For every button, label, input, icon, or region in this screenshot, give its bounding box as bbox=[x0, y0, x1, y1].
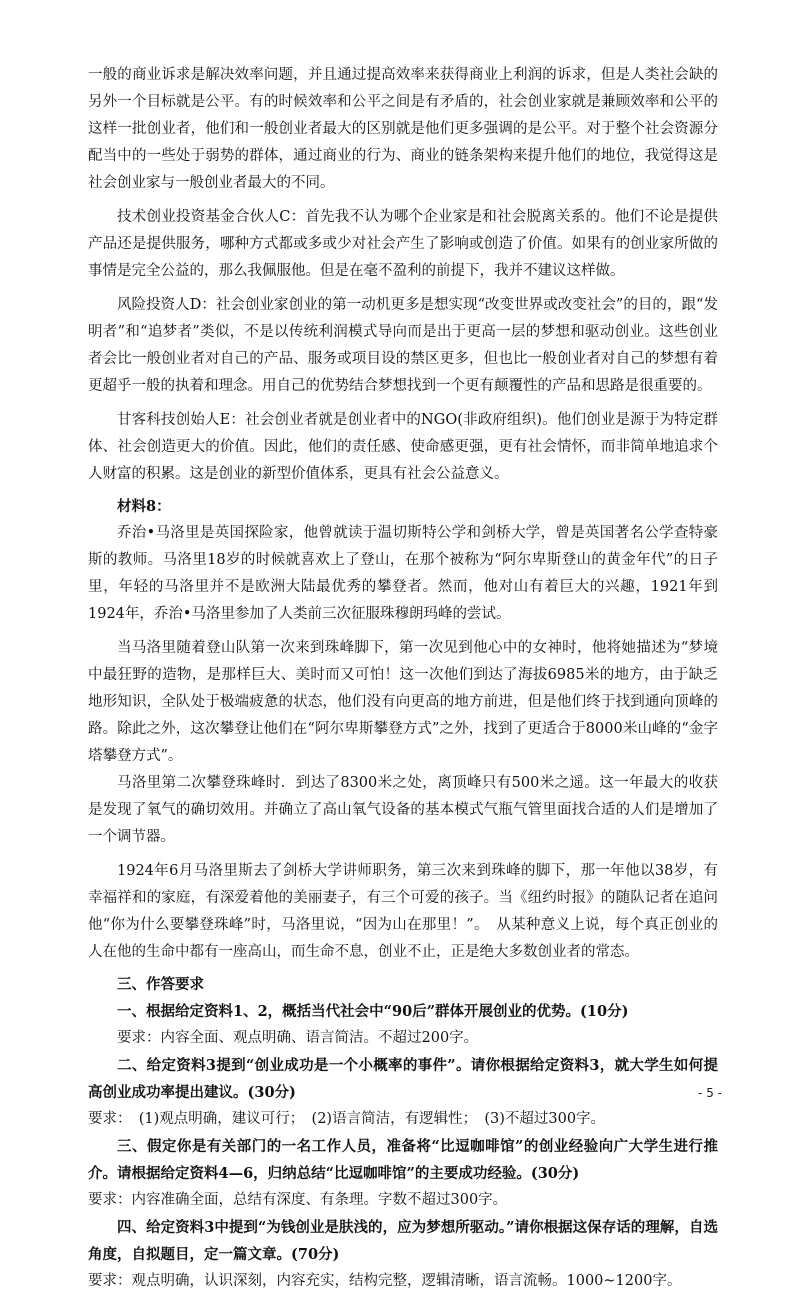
paragraph-mallory-third-climb: 1924年6月马洛里斯去了剑桥大学讲师职务，第三次来到珠峰的脚下，那一年他以38岁，有幸福祥和的家庭，有深爱着他的美丽妻子，有三个可爱的孩子。当《纽约时报》的随队记者在追问他“你为什么要攀登珠峰”时，马洛里说，“因为山在那里！”。 从某种意义上说，每个真正创业的人在他的生命中都有一座高山，而生命不息，创业不止，正是绝大多数创业者的常态。 bbox=[88, 863, 718, 960]
page-number: - 5 - bbox=[698, 1086, 722, 1100]
document-body bbox=[88, 62, 718, 1295]
paragraph-founder-e: 甘客科技创始人E：社会创业者就是创业者中的NGO(非政府组织)。他们创业是源于为特定群体、社会创造更大的价值。因此，他们的责任感、使命感更强，更有社会情怀，而非简单地追求个人财富的积累。这是创业的新型价值体系，更具有社会公益意义。 bbox=[88, 412, 718, 482]
question-4: 四、给定资料3中提到“为钱创业是肤浅的，应为梦想所驱动。”请你根据这保存话的理解，自选角度，自拟题目，定一篇文章。(70分) bbox=[88, 1219, 718, 1263]
requirements-heading: 三、作答要求 bbox=[117, 976, 204, 993]
paragraph-mallory-intro: 乔治•马洛里是英国探险家，他曾就读于温切斯特公学和剑桥大学，曾是英国著名公学查特豪斯的教师。马洛里18岁的时候就喜欢上了登山，在那个被称为“阿尔卑斯登山的黄金年代”的日子里，年轻的马洛里并不是欧洲大陆最优秀的攀登者。然而，他对山有着巨大的兴趣，1921年到1924年，乔治•马洛里参加了人类前三次征服珠穆朗玛峰的尝试。 bbox=[88, 525, 718, 622]
question-4-requirements: 要求：观点明确，认识深刻，内容充实，结构完整，逻辑清晰，语言流畅。1000~1200字。 bbox=[88, 1273, 682, 1289]
question-3: 三、假定你是有关部门的一名工作人员，准备将“比逗咖啡馆”的创业经验向广大学生进行推介。请根据给定资料4—6，归纳总结“比逗咖啡馆”的主要成功经验。(30分) bbox=[88, 1138, 718, 1182]
question-3-requirements: 要求：内容准确全面，总结有深度、有条理。字数不超过300字。 bbox=[88, 1192, 508, 1208]
question-2-requirements: 要求： (1)观点明确，建议可行； (2)语言简洁，有逻辑性； (3)不超过300字。 bbox=[88, 1111, 606, 1127]
question-1-requirements: 要求：内容全面、观点明确、语言简洁。不超过200字。 bbox=[117, 1030, 479, 1046]
paragraph-mallory-second-climb: 马洛里第二次攀登珠峰时．到达了8300米之处，离顶峰只有500米之遥。这一年最大的收获是发现了氧气的确切效用。并确立了高山氧气设备的基本模式气瓶气管里面找合适的人们是增加了一个调节器。 bbox=[88, 775, 718, 845]
material-8-heading: 材料8： bbox=[117, 498, 171, 515]
question-1: 一、根据给定资料1、2，概括当代社会中“90后”群体开展创业的优势。(10分) bbox=[117, 1003, 629, 1020]
question-2: 二、给定资料3提到“创业成功是一个小概率的事件”。请你根据给定资料3，就大学生如何提高创业成功率提出建议。(30分) bbox=[88, 1057, 718, 1101]
paragraph-investor-d: 风险投资人D：社会创业家创业的第一动机更多是想实现“改变世界或改变社会”的目的，跟“发明者”和“追梦者”类似，不是以传统利润模式导向而是出于更高一层的梦想和驱动创业。这些创业者会比一般创业者对自己的产品、服务或项目设的禁区更多，但也比一般创业者对自己的梦想有着更超乎一般的执着和理念。用自己的优势结合梦想找到一个更有颠覆性的产品和思路是很重要的。 bbox=[88, 297, 718, 394]
paragraph-mallory-first-climb: 当马洛里随着登山队第一次来到珠峰脚下，第一次见到他心中的女神时，他将她描述为“梦境中最狂野的造物，是那样巨大、美时而又可怕！这一次他们到达了海拔6985米的地方，由于缺乏地形知识，全队处于极端疲惫的状态，他们没有向更高的地方前进，但是他们终于找到通向顶峰的路。除此之外，这次攀登让他们在“阿尔卑斯攀登方式”之外，找到了更适合于8000米山峰的“金字塔攀登方式”。 bbox=[88, 640, 718, 764]
paragraph-investor-c: 技术创业投资基金合伙人C：首先我不认为哪个企业家是和社会脱离关系的。他们不论是提供产品还是提供服务，哪种方式都或多或少对社会产生了影响或创造了价值。如果有的创业家所做的事情是完全公益的，那么我佩服他。但是在毫不盈利的前提下，我并不建议这样做。 bbox=[88, 209, 718, 279]
paragraph-commercial-demand: 一般的商业诉求是解决效率问题，并且通过提高效率来获得商业上利润的诉求，但是人类社会缺的另外一个目标就是公平。有的时候效率和公平之间是有矛盾的，社会创业家就是兼顾效率和公平的这样一批创业者，他们和一般创业者最大的区别就是他们更多强调的是公平。对于整个社会资源分配当中的一些处于弱势的群体，通过商业的行为、商业的链条架构来提升他们的地位，我觉得这是社会创业家与一般创业者最大的不同。 bbox=[88, 67, 718, 191]
